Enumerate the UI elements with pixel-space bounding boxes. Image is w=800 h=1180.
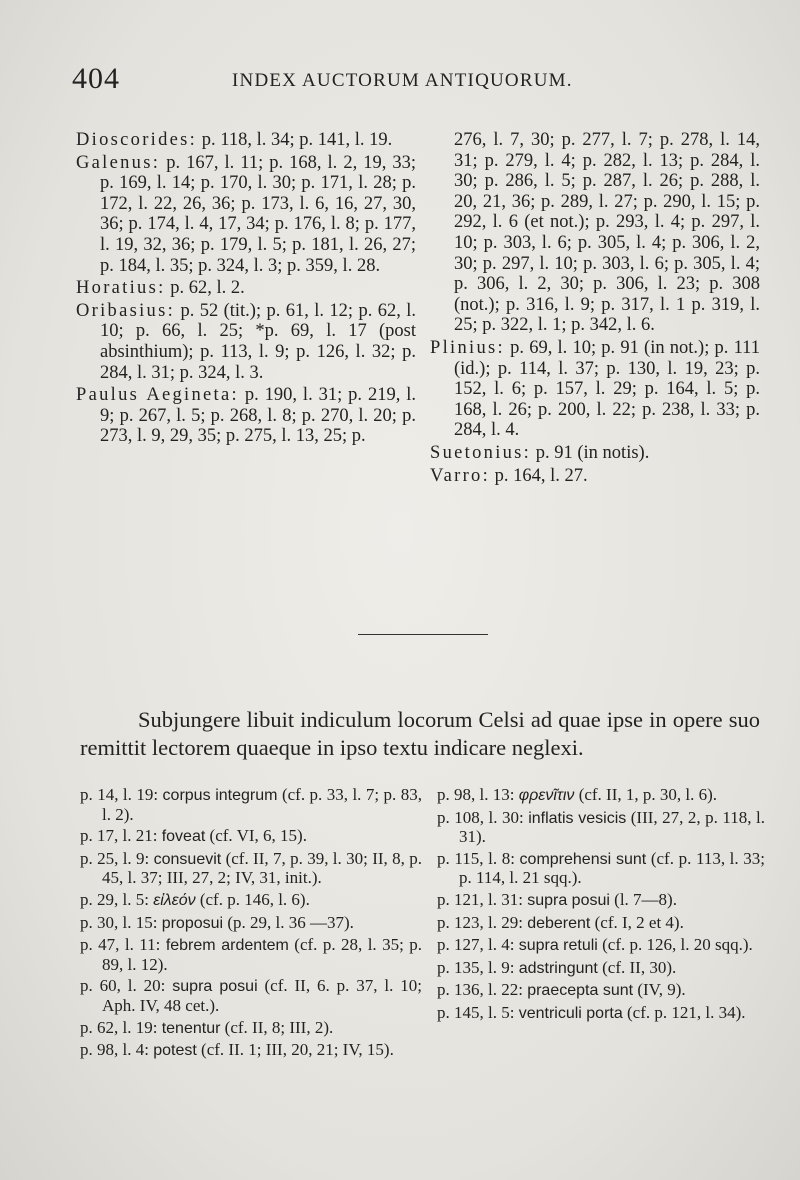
location-ref: p. 145, l. 5: bbox=[437, 1002, 515, 1022]
author-refs: p. 62, l. 2. bbox=[165, 278, 245, 299]
author-name: Plinius: bbox=[430, 337, 505, 358]
location-entry bbox=[80, 1019, 422, 1039]
section-divider bbox=[358, 634, 488, 635]
location-term: foveat bbox=[161, 828, 206, 846]
location-note: (p. 29, l. 36 —37). bbox=[227, 912, 354, 932]
location-note: (cf. p. 121, l. 34). bbox=[627, 1002, 746, 1022]
location-ref: p. 123, l. 29: bbox=[437, 912, 523, 932]
location-ref: p. 121, l. 31: bbox=[437, 889, 523, 909]
location-term: φρενῖτιν bbox=[518, 787, 575, 804]
index-entry bbox=[76, 385, 416, 447]
location-note: (IV, 9). bbox=[637, 980, 686, 1000]
location-ref: p. 136, l. 22: bbox=[437, 980, 523, 1000]
author-refs: p. 167, l. 11; p. 168, l. 2, 19, 33; p. 169, l. 14; p. 170, l. 30; p. 171, l. 28; p. 172, l. 22, 26, 36; p. 173, l. 6, 16, 27, 30, 36; p. 174, l. 4, 17, 34; p. 176, l. 8; p. 177, l. 19, 32, 36; p. 179, l. 5; p. 181, l. 26, 27; p. 184, l. 35; p. 324, l. 3; p. 359, l. 28. bbox=[100, 152, 416, 276]
location-term: supra posui bbox=[527, 891, 610, 909]
author-index-left-column bbox=[76, 130, 416, 449]
location-term: corpus integrum bbox=[162, 787, 278, 804]
location-entry bbox=[80, 850, 422, 888]
running-title: INDEX AUCTORUM ANTIQUORUM. bbox=[232, 70, 573, 91]
location-ref: p. 29, l. 5: bbox=[80, 889, 149, 909]
location-note: (cf. II, 6. p. 37, l. 10; Aph. IV, 48 cet.). bbox=[102, 976, 422, 1015]
location-ref: p. 98, l. 4: bbox=[80, 1040, 149, 1060]
index-entry bbox=[76, 278, 416, 299]
location-entry bbox=[437, 809, 765, 847]
location-entry bbox=[437, 850, 765, 888]
location-ref: p. 30, l. 15: bbox=[80, 912, 158, 932]
author-name: Varro: bbox=[430, 465, 491, 486]
index-entry-continued bbox=[430, 130, 760, 336]
index-entry bbox=[430, 338, 760, 441]
author-refs: p. 52 (tit.); p. 61, l. 12; p. 62, l. 10; p. 66, l. 25; *p. 69, l. 17 (post absinthium); p. 113, l. 9; p. 126, l. 32; p. 284, l. 31; p. 324, l. 3. bbox=[100, 300, 416, 383]
location-entry bbox=[80, 936, 422, 974]
location-term: tenentur bbox=[161, 1019, 221, 1037]
location-term: praecepta sunt bbox=[527, 982, 634, 1000]
location-ref: p. 98, l. 13: bbox=[437, 785, 515, 804]
index-entry bbox=[76, 153, 416, 277]
location-note: (III, 27, 2, p. 118, l. 31). bbox=[459, 807, 765, 847]
location-term: febrem ardentem bbox=[165, 937, 289, 955]
location-ref: p. 62, l. 19: bbox=[80, 1017, 158, 1037]
location-entry bbox=[437, 936, 765, 956]
author-name: Horatius: bbox=[76, 278, 166, 299]
location-ref: p. 108, l. 30: bbox=[437, 807, 524, 827]
location-entry bbox=[437, 981, 765, 1001]
author-refs: p. 190, l. 31; p. 219, l. 9; p. 267, l. 5; p. 268, l. 8; p. 270, l. 20; p. 273, l. 9, 29, 35; p. 275, l. 13, 25; p. bbox=[100, 385, 416, 447]
author-refs: p. 69, l. 10; p. 91 (in not.); p. 111 (id.); p. 114, l. 37; p. 130, l. 19, 23; p. 152, l. 6; p. 157, l. 29; p. 164, l. 5; p. 168, l. 26; p. 200, l. 22; p. 238, l. 33; p. 284, l. 4. bbox=[454, 337, 760, 441]
author-name: Oribasius: bbox=[76, 300, 176, 321]
location-term: supra posui bbox=[172, 978, 258, 996]
location-entry bbox=[80, 914, 422, 934]
location-entry bbox=[80, 786, 422, 824]
location-term: ventriculi porta bbox=[518, 1004, 623, 1022]
location-term: adstringunt bbox=[518, 959, 598, 977]
location-entry bbox=[80, 891, 422, 911]
intro-paragraph: Subjungere libuit indiculum locorum Celsi ad quae ipse in opere suo remittit lectorem quaeque in ipso textu indicare neglexi. bbox=[80, 706, 760, 760]
location-entry bbox=[437, 914, 765, 934]
location-note: (cf. II, 30). bbox=[602, 957, 677, 977]
location-note: (cf. VI, 6, 15). bbox=[209, 826, 307, 846]
author-refs: p. 91 (in notis). bbox=[531, 442, 650, 463]
location-note: (cf. p. 28, l. 35; p. 89, l. 12). bbox=[102, 935, 423, 974]
index-entry bbox=[430, 443, 760, 464]
location-note: (cf. II. 1; III, 20, 21; IV, 15). bbox=[201, 1040, 394, 1060]
location-note: (cf. II, 8; III, 2). bbox=[224, 1017, 334, 1037]
location-note: (cf. p. 113, l. 33; p. 114, l. 21 sqq.). bbox=[459, 848, 766, 888]
location-term: comprehensi sunt bbox=[519, 850, 647, 868]
location-note: (cf. II, 1, p. 30, l. 6). bbox=[578, 785, 718, 804]
location-note: (cf. p. 33, l. 7; p. 83, l. 2). bbox=[102, 785, 423, 824]
location-entry bbox=[437, 786, 765, 806]
location-entry bbox=[80, 1041, 422, 1061]
author-refs: p. 118, l. 34; p. 141, l. 19. bbox=[197, 130, 393, 150]
locations-left-column bbox=[80, 786, 422, 1064]
author-name: Suetonius: bbox=[430, 442, 532, 463]
location-entry bbox=[437, 1004, 765, 1024]
location-term: consuevit bbox=[153, 850, 222, 868]
location-term: potest bbox=[153, 1042, 197, 1060]
location-note: (cf. II, 7, p. 39, l. 30; II, 8, p. 45, l. 37; III, 27, 2; IV, 31, init.). bbox=[102, 848, 422, 888]
location-ref: p. 47, l. 11: bbox=[80, 935, 161, 955]
location-term: deberent bbox=[527, 914, 591, 932]
location-entry bbox=[80, 977, 422, 1015]
page-number: 404 bbox=[72, 62, 120, 95]
location-ref: p. 17, l. 21: bbox=[80, 826, 158, 846]
location-term: proposui bbox=[161, 914, 224, 932]
location-ref: p. 14, l. 19: bbox=[80, 785, 159, 804]
page-header bbox=[72, 62, 752, 102]
location-note: (cf. p. 146, l. 6). bbox=[199, 889, 310, 909]
location-term: εἰλεόν bbox=[153, 891, 196, 909]
location-term: supra retuli bbox=[518, 937, 598, 955]
location-entry bbox=[80, 827, 422, 847]
author-refs: 276, l. 7, 30; p. 277, l. 7; p. 278, l. 14, 31; p. 279, l. 4; p. 282, l. 13; p. 284, l. 30; p. 286, l. 5; p. 287, l. 26; p. 288, l. 20, 21, 36; p. 289, l. 27; p. 290, l. 15; p. 292, l. 6 (et not.); p. 293, l. 4; p. 297, l. 10; p. 303, l. 6; p. 305, l. 4; p. 306, l. 2, 30; p. 297, l. 10; p. 303, l. 6; p. 305, l. 4; p. 306, l. 2, 30; p. 306, l. 23; p. 308 (not.); p. 316, l. 9; p. 317, l. 1 p. 319, l. 25; p. 322, l. 1; p. 342, l. 6. bbox=[454, 130, 760, 336]
location-entry bbox=[437, 959, 765, 979]
location-term: inflatis vesicis bbox=[528, 809, 627, 827]
author-name: Dioscorides: bbox=[76, 130, 198, 150]
index-entry bbox=[76, 130, 416, 151]
author-name: Paulus Aegineta: bbox=[76, 385, 239, 406]
author-index-right-column bbox=[430, 130, 760, 488]
location-note: (cf. I, 2 et 4). bbox=[594, 912, 684, 932]
location-ref: p. 25, l. 9: bbox=[80, 848, 150, 868]
locations-right-column bbox=[437, 786, 765, 1027]
index-entry bbox=[76, 301, 416, 383]
location-entry bbox=[437, 891, 765, 911]
location-note: (cf. p. 126, l. 20 sqq.). bbox=[602, 935, 753, 955]
location-ref: p. 60, l. 20: bbox=[80, 976, 166, 996]
location-ref: p. 127, l. 4: bbox=[437, 935, 515, 955]
author-name: Galenus: bbox=[76, 152, 161, 173]
location-ref: p. 115, l. 8: bbox=[437, 848, 515, 868]
location-note: (l. 7—8). bbox=[614, 889, 677, 909]
index-entry bbox=[430, 466, 760, 487]
location-ref: p. 135, l. 9: bbox=[437, 957, 515, 977]
author-refs: p. 164, l. 27. bbox=[490, 465, 588, 486]
